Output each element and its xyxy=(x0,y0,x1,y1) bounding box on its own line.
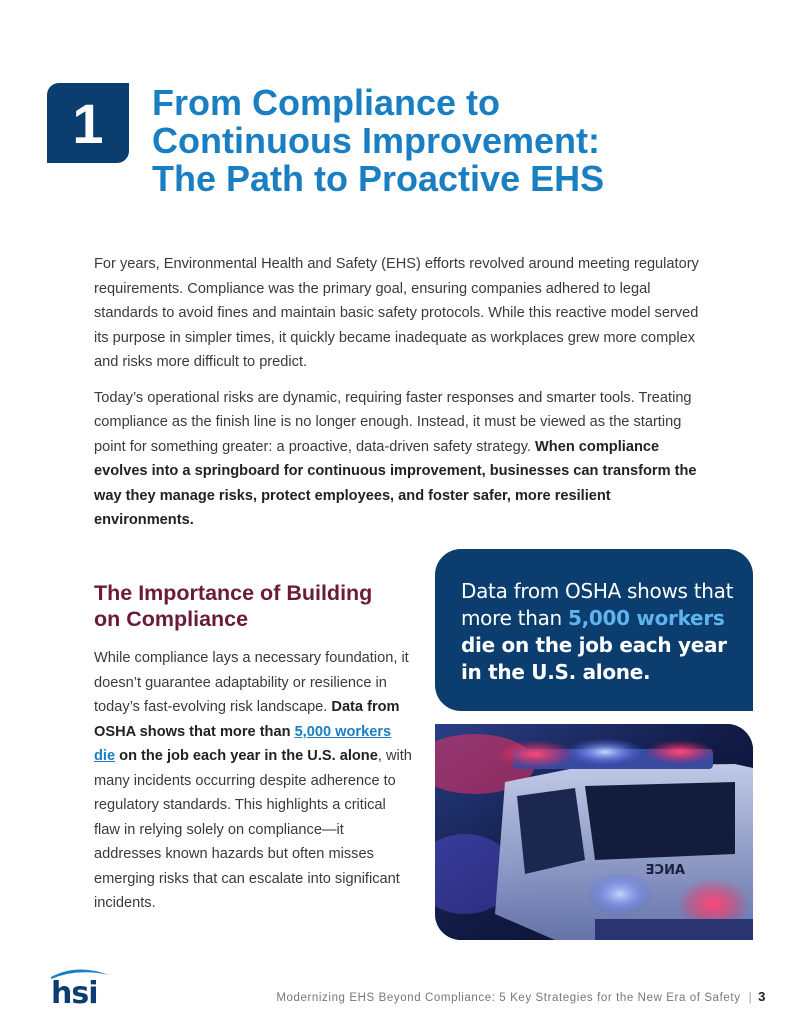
bumper xyxy=(595,919,753,940)
intro-paragraph-2-text: Today’s operational risks are dynamic, requiring faster responses and smarter tools. Treating compliance as the finish line is no longer enough. Instead, it must be viewed as the starting point for something greater: a proactive, data-driven safety strategy. xyxy=(94,389,692,455)
callout-highlight: 5,000 workers xyxy=(567,606,725,630)
callout-text: Data from OSHA shows that more than xyxy=(461,579,734,630)
body-bold-2: on the job each year in the U.S. alone xyxy=(115,748,378,764)
mirrored-ambulance-text: ANCE xyxy=(645,863,685,878)
body-end-text: , with many incidents occurring despite adherence to regulatory standards. This highlights a critical flaw in relying solely on compliance—it addresses known hazards but often misses emerging risks that can escalate into significant incidents. xyxy=(94,748,412,911)
ambulance-photo xyxy=(435,724,753,940)
title-line-2: Continuous Improvement: xyxy=(152,120,600,161)
callout-bold-text: die on the job each year in the U.S. alone. xyxy=(461,633,727,684)
subsection-heading-line-2: on Compliance xyxy=(94,607,249,631)
subsection-body xyxy=(94,646,414,916)
intro-text xyxy=(94,252,714,544)
windshield xyxy=(585,782,735,860)
subsection-heading xyxy=(94,580,414,632)
osha-data-link[interactable]: 5,000 workers die xyxy=(94,723,392,764)
intro-paragraph-2-emphasis: When compliance evolves into a springboard for continuous improvement, businesses can transform the way they manage risks, protect employees, and foster safer, more resilient environments. xyxy=(94,438,697,528)
page-number: 3 xyxy=(758,989,766,1004)
red-emergency-light xyxy=(645,740,715,764)
page-footer xyxy=(276,989,766,1004)
page-title xyxy=(152,84,752,198)
intro-paragraph-2 xyxy=(94,386,714,533)
section-number-badge: 1 xyxy=(47,83,129,163)
hsi-logo-mark xyxy=(47,965,113,1007)
intro-paragraph-1: For years, Environmental Health and Safety (EHS) efforts revolved around meeting regulatory requirements. Compliance was the primary goal, ensuring companies adhered to legal standards to avoid fines and maintain basic safety protocols. While this reactive model served its purpose in simpler times, it quickly became inadequate as workplaces grew more complex and risks more difficult to predict. xyxy=(94,256,699,370)
ambulance-illustration xyxy=(435,724,753,940)
subsection-paragraph xyxy=(94,646,414,916)
headlight xyxy=(586,872,654,916)
blue-emergency-light xyxy=(565,738,645,766)
subsection-heading-line-1: The Importance of Building xyxy=(94,581,373,605)
footer-doc-title: Modernizing EHS Beyond Compliance: 5 Key Strategies for the New Era of Safety xyxy=(276,992,741,1004)
stat-callout-box xyxy=(435,549,753,711)
side-window xyxy=(517,788,585,874)
title-line-1: From Compliance to xyxy=(152,82,501,123)
footer-separator: | xyxy=(748,992,753,1004)
title-line-3: The Path to Proactive EHS xyxy=(152,158,605,199)
hsi-logo xyxy=(47,965,113,1007)
red-emergency-light xyxy=(495,740,575,768)
body-bold-1: Data from OSHA shows that more than xyxy=(94,699,400,740)
logo-text: hsi xyxy=(51,976,98,1007)
body-start-text: While compliance lays a necessary foundation, it doesn’t guarantee adaptability or resilience in today’s fast-evolving risk landscape. xyxy=(94,650,409,715)
